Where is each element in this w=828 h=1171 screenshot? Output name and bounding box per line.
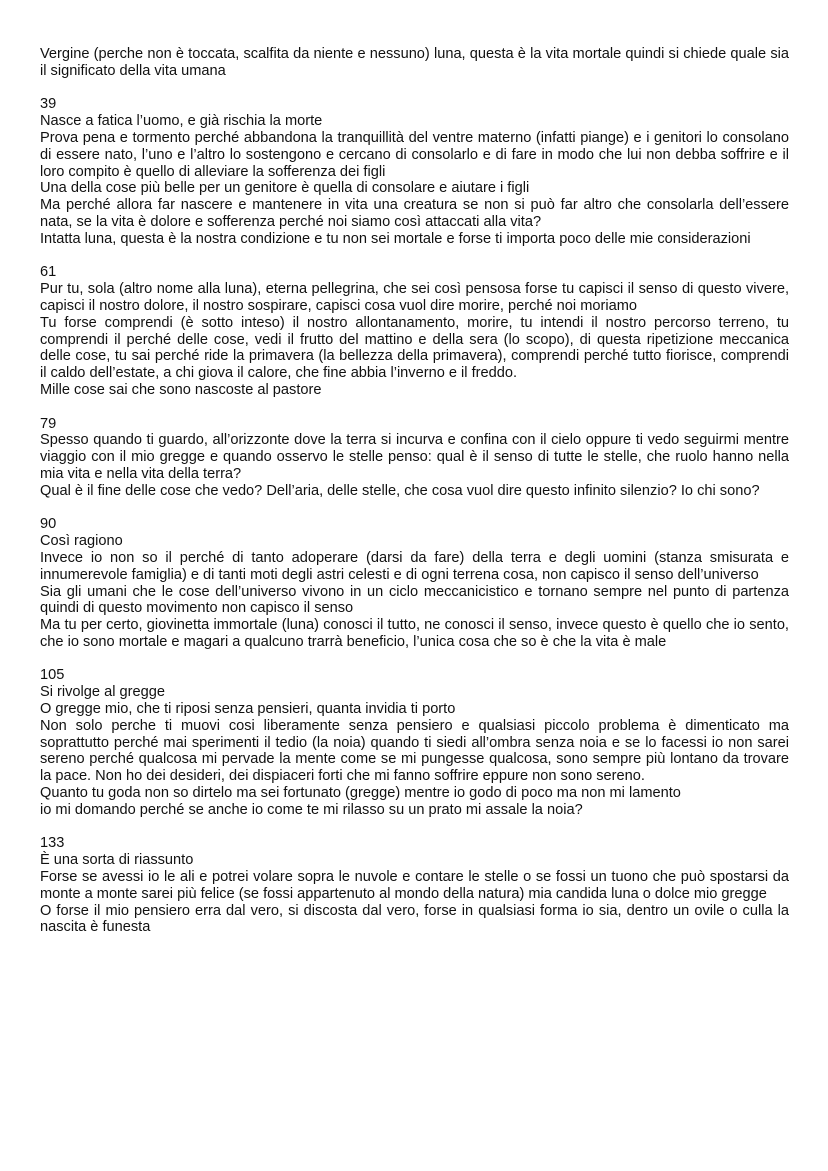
section-79 [40,416,789,500]
paragraph: Mille cose sai che sono nascoste al pastore [40,381,322,398]
section-heading: Si rivolge al gregge [40,684,165,701]
section-39 [40,96,789,247]
paragraph: Ma perché allora far nascere e mantenere in vita una creatura se non si può far altro che consolarla dell’essere nata, se la vita è dolore e sofferenza perché noi siamo così attaccati alla vita? [40,197,789,230]
paragraph: Sia gli umani che le cose dell’universo vivono in un ciclo meccanicistico e tornano sempre nel punto di partenza quindi di questo movimento non capisco il senso [40,583,789,617]
paragraph: Spesso quando ti guardo, all’orizzonte dove la terra si incurva e confina con il cielo oppure ti vedo seguirmi mentre viaggio con il mio gregge e quando osservo le stelle penso: qual è il senso di tutte le stelle, che ruolo hanno nella mia vita e nella vita della terra? [40,432,789,482]
line-number: 105 [40,667,65,684]
paragraph: Pur tu, sola (altro nome alla luna), eterna pellegrina, che sei così pensosa forse tu capisci il senso di questo vivere, capisci il nostro dolore, il nostro sospirare, capisci cosa vuol dire morire, perché noi moriamo [40,281,789,314]
paragraph: Tu forse comprendi (è sotto inteso) il nostro allontanamento, morire, tu intendi il nostro percorso terreno, tu comprendi il perché delle cose, vedi il frutto del mattino e della sera (lo scopo), di questa ripetizione meccanica delle cose, tu sai perché ride la primavera (la bellezza della primavera), comprendi perché tutto fiorisce, comprendi il caldo dell’estate, a chi giova il calore, che fine abbia l’inverno e il freddo. [40,314,789,382]
line-number: 61 [40,264,57,281]
section-133 [40,835,789,936]
section-heading: Così ragiono [40,533,123,550]
paragraph: Forse se avessi io le ali e potrei volare sopra le nuvole e contare le stelle o se fossi un tuono che può spostarsi da monte a monte sarei più felice (se fossi appartenuto al mondo della natura) mia candida luna o dolce mio gregge [40,869,789,902]
paragraph: Una della cose più belle per un genitore è quella di consolare e aiutare i figli [40,180,530,197]
paragraph: Invece io non so il perché di tanto adoperare (darsi da fare) della terra e degli uomini (stanza smisurata e innumerevole famiglia) e di tanti moti degli astri celesti e di ogni terrena cosa, non capisco il senso dell’universo [40,549,789,583]
line-number: 79 [40,415,57,432]
line-number: 39 [40,96,57,113]
paragraph: Vergine (perche non è toccata, scalfita da niente e nessuno) luna, questa è la vita mortale quindi si chiede quale sia il significato della vita umana [40,46,789,79]
paragraph: Ma tu per certo, giovinetta immortale (luna) conosci il tutto, ne conosci il senso, invece questo è quello che io sento, che io sono mortale e magari a qualcuno trarrà beneficio, l’unica cosa che so è che la vita è male [40,617,789,650]
section-61 [40,264,789,398]
paragraph: Non solo perche ti muovi cosi liberamente senza pensiero e qualsiasi piccolo problema è dimenticato ma soprattutto perché mai sperimenti il tedio (la noia) quando ti siedi all’ombra senza noia e se lo facessi io non sarei sereno perché qualcosa mi pervade la mente come se mi pungesse qualcosa, sono sempre più lontano da trovare la pace. Non ho dei desideri, dei dispiaceri forti che mi fanno soffrire eppure non sono sereno. [40,717,789,785]
section-heading: Nasce a fatica l’uomo, e già rischia la morte [40,113,323,130]
section-105 [40,667,789,818]
section-heading: È una sorta di riassunto [40,852,194,869]
paragraph: io mi domando perché se anche io come te mi rilasso su un prato mi assale la noia? [40,801,583,818]
paragraph: O forse il mio pensiero erra dal vero, si discosta dal vero, forse in qualsiasi forma io sia, dentro un ovile o culla la nascita è funesta [40,902,789,936]
document-page [40,46,789,953]
line-number: 90 [40,516,57,533]
paragraph: Intatta luna, questa è la nostra condizione e tu non sei mortale e forse ti importa poco delle mie considerazioni [40,230,751,247]
paragraph: Quanto tu goda non so dirtelo ma sei fortunato (gregge) mentre io godo di poco ma non mi lamento [40,785,681,802]
paragraph: Prova pena e tormento perché abbandona la tranquillità del ventre materno (infatti piange) e i genitori lo consolano di essere nato, l’uno e l’altro lo sostengono e cercano di consolarlo e di fare in modo che lui non debba soffrire e il loro compito è quello di alleviare la sofferenza dei figli [40,129,789,180]
section-90 [40,516,789,650]
paragraph: Qual è il fine delle cose che vedo? Dell’aria, delle stelle, che cosa vuol dire questo infinito silenzio? Io chi sono? [40,482,760,499]
section-intro [40,46,789,80]
paragraph: O gregge mio, che ti riposi senza pensieri, quanta invidia ti porto [40,701,456,718]
line-number: 133 [40,835,65,852]
